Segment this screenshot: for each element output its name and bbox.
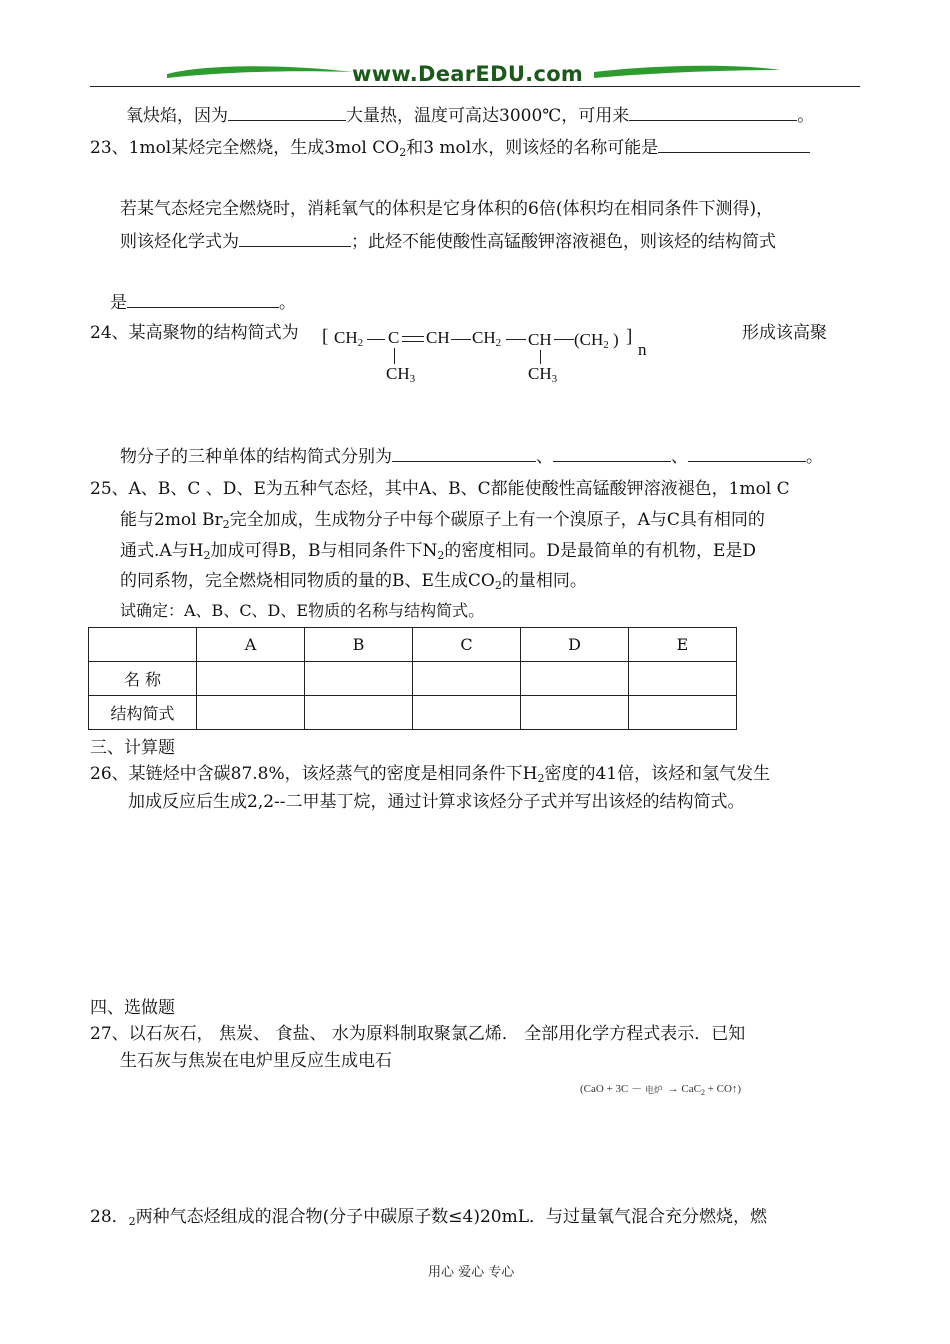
- question-23-line4: 是 。: [110, 289, 296, 315]
- header-swoosh-right: [592, 62, 782, 84]
- table-row-name: [89, 662, 737, 696]
- bond-2: [451, 339, 471, 340]
- question-27-line2: 生石灰与焦炭在电炉里反应生成电石: [120, 1051, 392, 1071]
- section-3-heading: 三、计算题: [90, 738, 175, 758]
- question-25-line1: 25、A、B、C 、D、E为五种气态烃，其中A、B、C都能使酸性高锰酸钾溶液褪色，1mol C: [90, 479, 790, 499]
- table-header-cell: A: [197, 628, 305, 662]
- answer-cell[interactable]: [413, 696, 521, 730]
- header-swoosh-left: [165, 62, 355, 84]
- answer-cell[interactable]: [305, 696, 413, 730]
- polymer-c: C: [388, 328, 400, 347]
- blank-1[interactable]: [228, 102, 346, 121]
- table-header-cell: D: [521, 628, 629, 662]
- table-header-row: [89, 628, 737, 662]
- polymer-ch3-b: $CH_3$: [528, 364, 558, 385]
- question-25-line3: 通式.A与$H_2$加成可得B，B与相同条件下$N_2$的密度相同。D是最简单的有机物，E是D: [120, 541, 757, 562]
- answer-cell[interactable]: [629, 662, 737, 696]
- question-24: 24、某高聚物的结构简式为: [90, 323, 299, 343]
- bond-1: [367, 339, 385, 340]
- bond-4: [554, 339, 574, 340]
- calcium-carbide-equation: (CaO + 3C － 电炉 → CaC$_2$ + CO↑): [580, 1083, 742, 1097]
- blank-23-structure[interactable]: [127, 289, 279, 308]
- section-4-heading: 四、选做题: [90, 998, 175, 1018]
- polymer-ch2-2: $CH_2$: [472, 328, 502, 349]
- polymer-ch: CH: [426, 328, 450, 347]
- table-row-structure: [89, 696, 737, 730]
- answer-cell[interactable]: [413, 662, 521, 696]
- table-header-cell: B: [305, 628, 413, 662]
- polymer-n: n: [638, 340, 647, 359]
- bond-down-1: [394, 348, 395, 364]
- blank-24-monomer-2[interactable]: [553, 443, 671, 462]
- answer-cell[interactable]: [521, 662, 629, 696]
- blank-23-formula[interactable]: [239, 228, 351, 247]
- question-24-line2: 物分子的三种单体的结构简式分别为 、 、 。: [120, 443, 823, 469]
- question-23-line3: 则该烃化学式为 ；此烃不能使酸性高锰酸钾溶液褪色，则该烃的结构简式: [120, 228, 776, 254]
- row-label-name: 名 称: [89, 662, 197, 696]
- answer-cell[interactable]: [629, 696, 737, 730]
- question-28: 28．$_2$两种气态烃组成的混合物(分子中碳原子数≤4)20mL．与过量氧气混合充分燃烧，燃: [90, 1207, 768, 1228]
- answer-cell[interactable]: [521, 696, 629, 730]
- row-label-structure: 结构简式: [89, 696, 197, 730]
- table-header-cell: C: [413, 628, 521, 662]
- bond-down-2: [540, 350, 541, 364]
- polymer-ch2-1: $CH_2$: [334, 328, 364, 349]
- question-26-line2: 加成反应后生成2,2--二甲基丁烷，通过计算求该烃分子式并写出该烃的结构简式。: [128, 792, 745, 812]
- blank-24-monomer-3[interactable]: [688, 443, 806, 462]
- answer-cell[interactable]: [305, 662, 413, 696]
- polymer-bracket-left: [: [322, 326, 329, 347]
- header-rule: [90, 86, 860, 87]
- page-footer: 用心 爱心 专心: [428, 1265, 515, 1280]
- double-bond-top: [402, 336, 424, 337]
- answer-cell[interactable]: [197, 696, 305, 730]
- table-header-cell: [89, 628, 197, 662]
- site-logo: www.DearEDU.com: [352, 62, 584, 86]
- polymer-ch-b: CH: [528, 330, 552, 349]
- answer-cell[interactable]: [197, 662, 305, 696]
- polymer-group: ($CH_2$ ): [574, 330, 619, 351]
- line-oxyacetylene: 氧炔焰，因为 大量热，温度可高达3000℃，可用来 。: [126, 102, 814, 128]
- question-23: 23、1mol某烃完全燃烧，生成3mol $CO_2$和3 mol水，则该烃的名称可能是: [90, 134, 810, 160]
- question-27-line1: 27、以石灰石， 焦炭、 食盐、 水为原料制取聚氯乙烯． 全部用化学方程式表示．已知: [90, 1024, 746, 1044]
- bond-3: [506, 339, 526, 340]
- question-25-line2: 能与2mol $Br_2$完全加成，生成物分子中每个碳原子上有一个溴原子，A与C具有相同的: [120, 510, 765, 531]
- table-header-cell: E: [629, 628, 737, 662]
- answer-table: [88, 627, 737, 730]
- question-23-line2: 若某气态烃完全燃烧时，消耗氧气的体积是它身体积的6倍(体积均在相同条件下测得)，: [120, 199, 774, 219]
- question-26-line1: 26、某链烃中含碳87.8%，该烃蒸气的密度是相同条件下$H_2$密度的41倍，该烃和氢气发生: [90, 764, 771, 785]
- blank-24-monomer-1[interactable]: [392, 443, 536, 462]
- question-24-tail: 形成该高聚: [742, 323, 827, 343]
- polymer-bracket-right: ]: [626, 326, 633, 347]
- blank-23-name[interactable]: [658, 134, 810, 153]
- double-bond-bottom: [402, 341, 424, 342]
- question-25-line4: 的同系物，完全燃烧相同物质的量的B、E生成$CO_2$的量相同。: [120, 571, 587, 592]
- blank-2[interactable]: [629, 102, 797, 121]
- question-25-line5: 试确定：A、B、C、D、E物质的名称与结构简式。: [120, 601, 485, 620]
- polymer-ch3-a: $CH_3$: [386, 364, 416, 385]
